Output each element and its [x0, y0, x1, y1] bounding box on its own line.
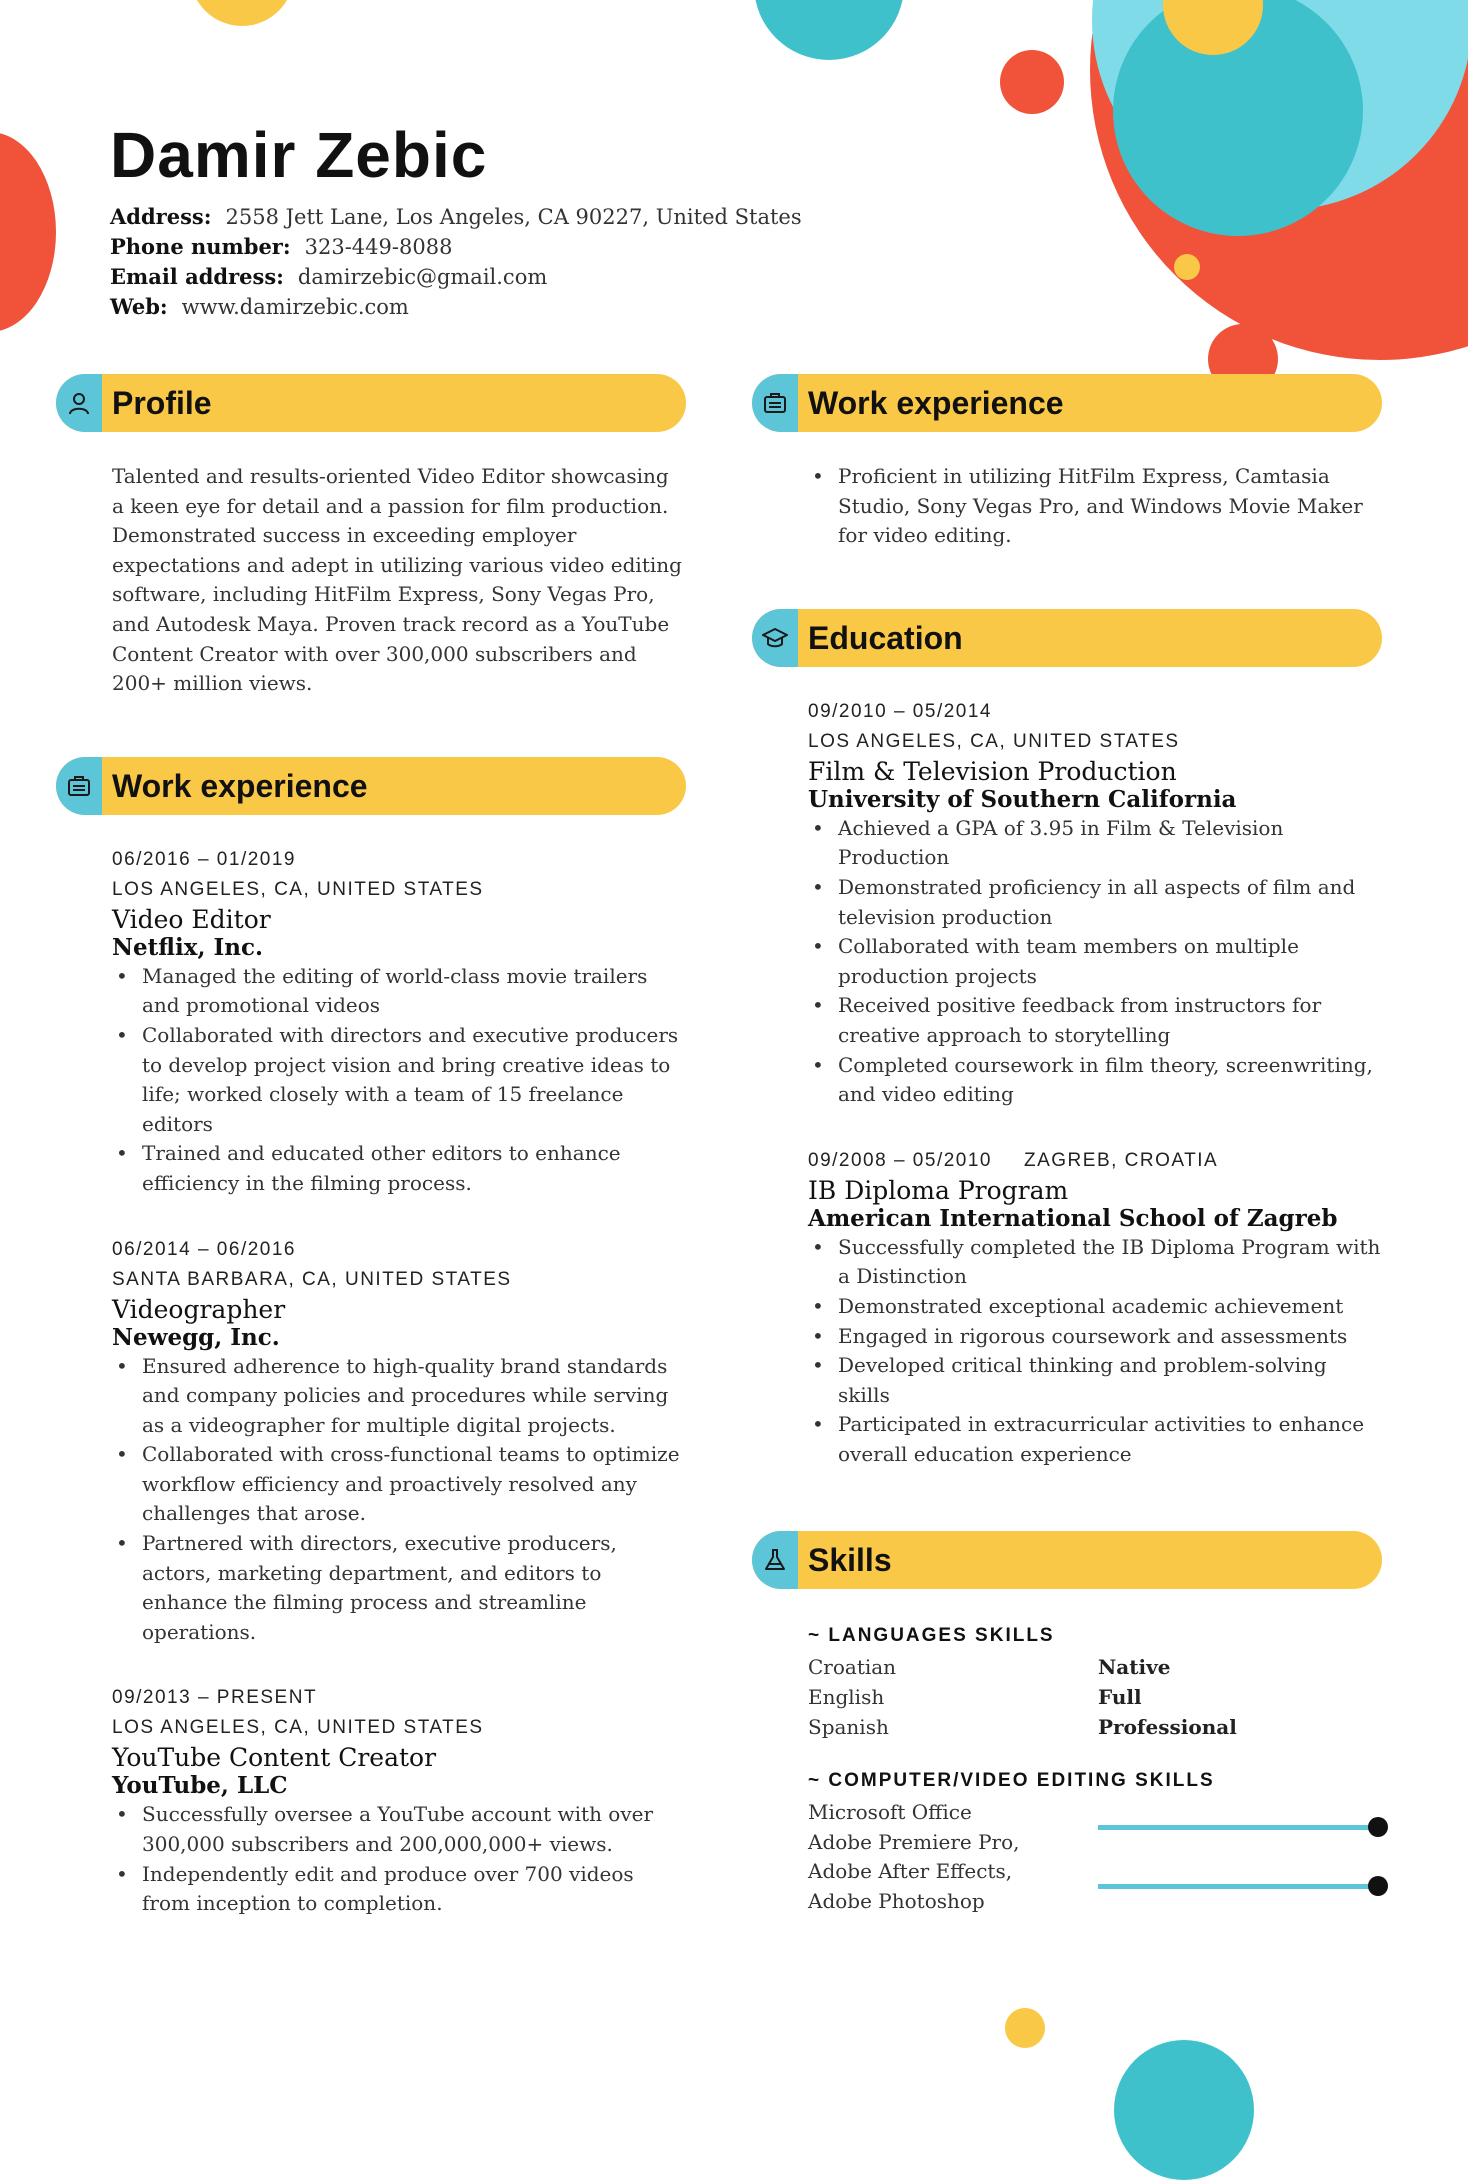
- skill-level-fill: [1098, 1884, 1378, 1889]
- entry-dates: 09/2013 – PRESENT: [112, 1687, 318, 1709]
- list-item: • Successfully completed the IB Diploma Program with a Distinction: [838, 1233, 1382, 1292]
- decor-circle: [754, 0, 904, 60]
- computer-skills-heading: ~ COMPUTER/VIDEO EDITING SKILLS: [808, 1770, 1215, 1792]
- entry-org: Netflix, Inc.: [112, 933, 263, 961]
- list-item: • Demonstrated exceptional academic achievement: [838, 1292, 1382, 1322]
- entry-dates: 06/2014 – 06/2016: [112, 1238, 296, 1260]
- entry-location: SANTA BARBARA, CA, UNITED STATES: [112, 1268, 512, 1290]
- section-title: Education: [808, 619, 963, 656]
- skill-level-knob: [1368, 1817, 1388, 1837]
- list-item: • Ensured adherence to high-quality brand standards and company policies and procedures while serving as a videographer for multiple digital projects.: [142, 1352, 686, 1441]
- entry-org: University of Southern California: [808, 785, 1237, 813]
- work-entry: [56, 1683, 686, 1918]
- right-column: [752, 374, 1382, 1916]
- work-entry: [56, 1235, 686, 1648]
- list-item: • Engaged in rigorous coursework and assessments: [838, 1322, 1382, 1352]
- section-title: Profile: [112, 385, 212, 421]
- list-item: • Collaborated with team members on multiple production projects: [838, 932, 1382, 991]
- section-title: Work experience: [808, 385, 1064, 421]
- entry-role: YouTube Content Creator: [112, 1743, 437, 1773]
- list-item: • Collaborated with cross-functional teams to optimize workflow efficiency and proactively resolved any challenges that arose.: [142, 1440, 686, 1529]
- entry-location: LOS ANGELES, CA, UNITED STATES: [112, 1717, 484, 1739]
- list-item: • Managed the editing of world-class movie trailers and promotional videos: [142, 962, 686, 1021]
- section-title: Work experience: [112, 767, 368, 804]
- list-item: • Demonstrated proficiency in all aspects of film and television production: [838, 873, 1382, 932]
- graduation-cap-icon: [752, 609, 798, 667]
- section-header: [56, 757, 686, 815]
- candidate-name: Damir Zebic: [110, 119, 488, 191]
- work-experience-section: [56, 757, 686, 1919]
- profile-section: [56, 374, 686, 699]
- decor-circle: [1114, 2040, 1254, 2180]
- decor-circle: [1174, 254, 1200, 280]
- list-item: • Collaborated with directors and executive producers to develop project vision and bring creative ideas to life; worked closely with a team of 15 freelance editors: [142, 1021, 686, 1139]
- skills-section: [752, 1531, 1382, 1916]
- work-experience-tools-section: [752, 374, 1382, 551]
- skill-row: Adobe After Effects, Adobe Photoshop: [808, 1857, 1382, 1916]
- entry-dates: 09/2010 – 05/2014: [808, 700, 992, 722]
- contact-web: Web: www.damirzebic.com: [110, 294, 409, 319]
- briefcase-icon: [56, 757, 102, 815]
- list-item: • Participated in extracurricular activities to enhance overall education experience: [838, 1410, 1382, 1469]
- flask-icon: [752, 1531, 798, 1589]
- entry-role: Video Editor: [112, 904, 271, 934]
- skill-level-bar: [1098, 1884, 1378, 1889]
- work-entry: [56, 845, 686, 1199]
- entry-role: Film & Television Production: [808, 756, 1177, 786]
- contact-info: [110, 202, 802, 322]
- list-item: • Independently edit and produce over 700 videos from inception to completion.: [142, 1860, 686, 1919]
- entry-dates-location: 09/2008 – 05/2010 ZAGREB, CROATIA: [808, 1149, 1219, 1171]
- section-header: [752, 1531, 1382, 1589]
- education-entry: [752, 1146, 1382, 1470]
- entry-role: IB Diploma Program: [808, 1175, 1069, 1205]
- list-item: • Proficient in utilizing HitFilm Express, Camtasia Studio, Sony Vegas Pro, and Windows Movie Maker for video editing.: [838, 462, 1382, 551]
- section-header: [752, 374, 1382, 432]
- education-section: [752, 609, 1382, 1470]
- contact-phone: Phone number: 323-449-8088: [110, 234, 453, 259]
- education-entry: [752, 697, 1382, 1110]
- list-item: • Received positive feedback from instructors for creative approach to storytelling: [838, 991, 1382, 1050]
- language-row: Spanish Professional: [808, 1714, 1237, 1739]
- contact-email: Email address: damirzebic@gmail.com: [110, 264, 548, 289]
- decor-circle: [0, 132, 56, 332]
- left-column: [56, 374, 686, 1955]
- entry-dates: 06/2016 – 01/2019: [112, 848, 296, 870]
- language-row: Croatian Native: [808, 1655, 1171, 1680]
- entry-location: LOS ANGELES, CA, UNITED STATES: [808, 730, 1180, 752]
- contact-address: Address: 2558 Jett Lane, Los Angeles, CA 90227, United States: [110, 204, 802, 229]
- section-title: Skills: [808, 1542, 892, 1579]
- profile-text: Talented and results-oriented Video Editor showcasing a keen eye for detail and a passion for film production. Demonstrated success in exceeding employer expectations and adept in utilizing various video editing software, including HitFilm Express, Sony Vegas Pro, and Autodesk Maya. Proven track record as a YouTube Content Creator with over 300,000 subscribers and 200+ million views.: [112, 464, 682, 696]
- decor-circle: [1005, 2008, 1045, 2048]
- skill-level-knob: [1368, 1876, 1388, 1896]
- entry-role: Videographer: [112, 1294, 286, 1324]
- list-item: • Successfully oversee a YouTube account with over 300,000 subscribers and 200,000,000+ views.: [142, 1800, 686, 1859]
- skill-level-bar: [1098, 1825, 1378, 1830]
- entry-location: LOS ANGELES, CA, UNITED STATES: [112, 878, 484, 900]
- section-header: [56, 374, 686, 432]
- skill-row: Microsoft Office Adobe Premiere Pro,: [808, 1798, 1382, 1857]
- list-item: • Completed coursework in film theory, screenwriting, and video editing: [838, 1051, 1382, 1110]
- entry-org: Newegg, Inc.: [112, 1323, 280, 1351]
- skill-level-fill: [1098, 1825, 1378, 1830]
- language-row: English Full: [808, 1685, 1142, 1710]
- decor-circle: [190, 0, 294, 26]
- entry-org: YouTube, LLC: [112, 1772, 288, 1800]
- entry-org: American International School of Zagreb: [808, 1204, 1338, 1232]
- languages-heading: ~ LANGUAGES SKILLS: [808, 1625, 1055, 1647]
- list-item: • Achieved a GPA of 3.95 in Film & Television Production: [838, 814, 1382, 873]
- section-header: [752, 609, 1382, 667]
- list-item: • Partnered with directors, executive producers, actors, marketing department, and editors to enhance the filming process and streamline operations.: [142, 1529, 686, 1647]
- list-item: • Trained and educated other editors to enhance efficiency in the filming process.: [142, 1139, 686, 1198]
- decor-circle: [1000, 50, 1064, 114]
- list-item: • Developed critical thinking and problem-solving skills: [838, 1351, 1382, 1410]
- person-icon: [56, 374, 102, 432]
- briefcase-icon: [752, 374, 798, 432]
